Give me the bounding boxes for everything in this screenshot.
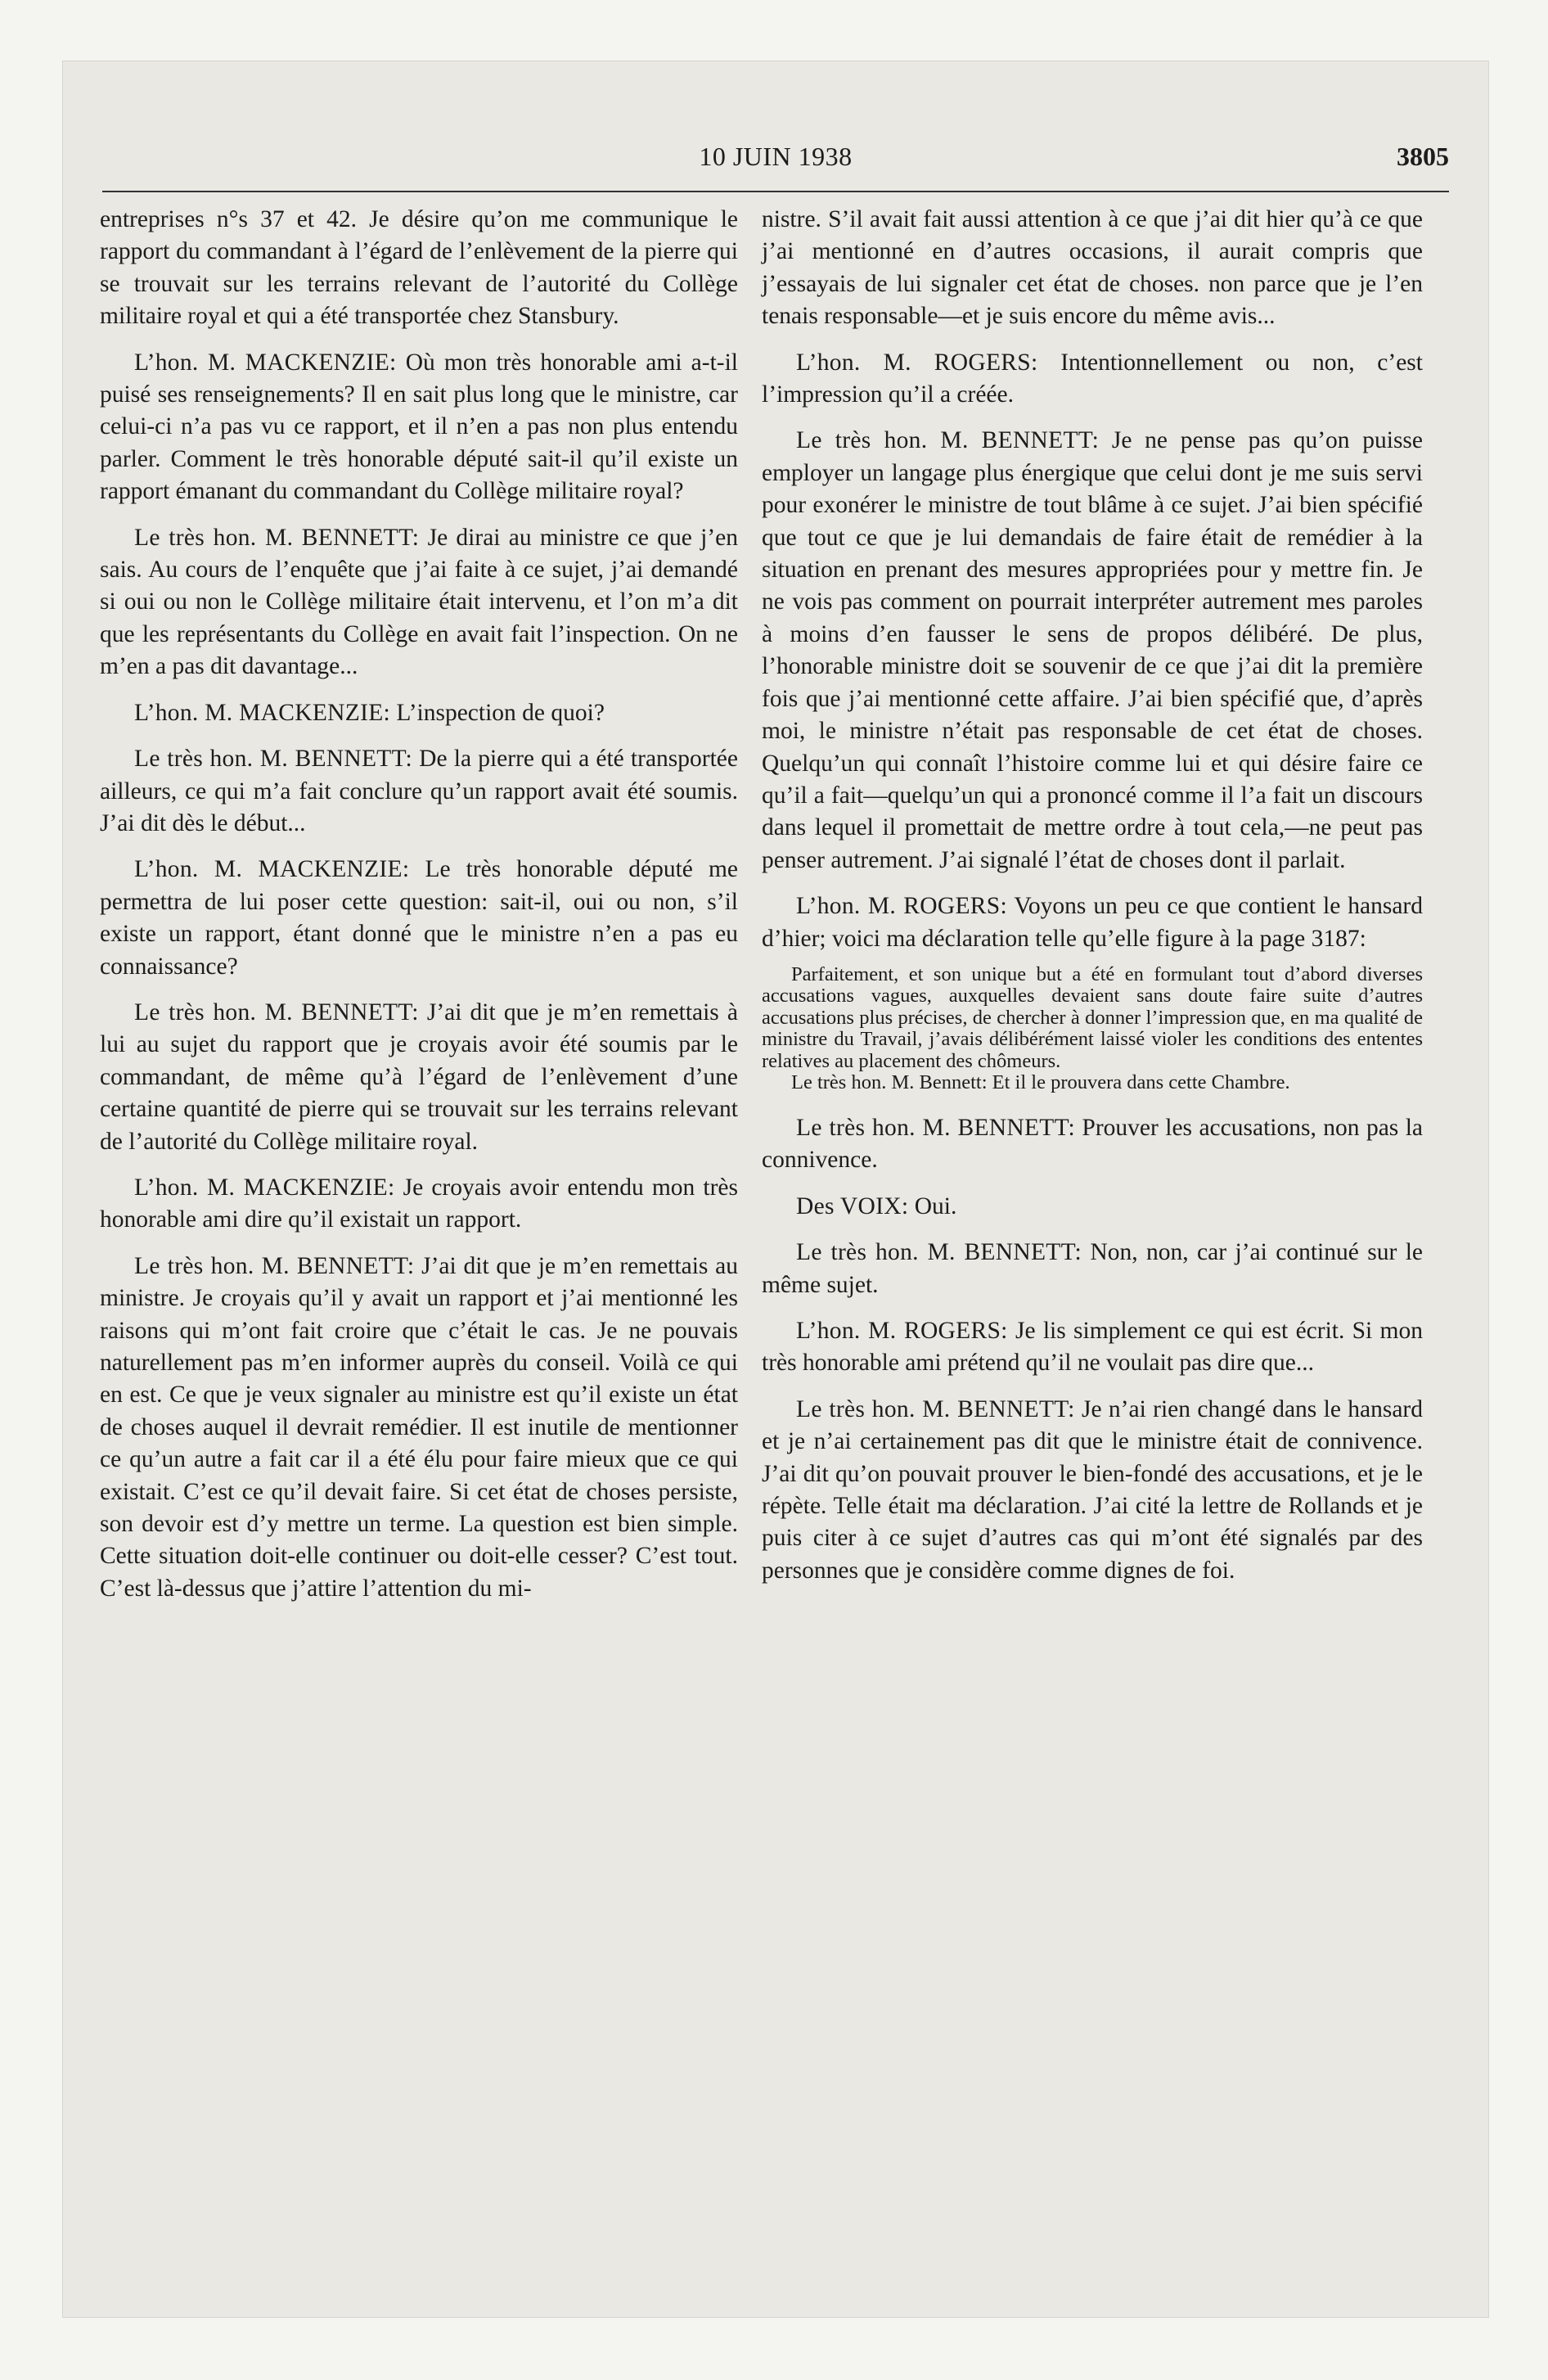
paragraph bbox=[762, 890, 1423, 955]
paragraph-text: Je lis simplement ce qui est écrit. Si mon très honorable ami prétend qu’il ne voulait pas dire que... bbox=[762, 1317, 1424, 1377]
left-column bbox=[100, 204, 738, 1619]
paragraph-text: J’ai dit que je m’en remettais au ministre. Je croyais qu’il y avait un rapport et j’ai mentionné les raisons qui m’ont fait croire que c’était le cas. Je ne pouvais naturellement pas m’en informer auprès du conseil. Voilà ce qui en est. Ce que je veux signaler au ministre est qu’il existe un état de choses auquel il devrait remédier. Il est inutile de mentionner ce qu’un autre a fait car il a été élu pour faire mieux que ce qui existait. C’est ce qu’il devait faire. Si cet état de choses persiste, son devoir est d’y mettre un terme. La question est bien simple. Cette situation doit-elle continuer ou doit-elle cesser? C’est tout. C’est là-dessus que j’attire l’attention du mi- bbox=[100, 1252, 738, 1602]
paragraph bbox=[100, 1172, 738, 1237]
speaker-name: L’hon. M. ROGERS: bbox=[796, 1317, 1008, 1344]
speaker-name: L’hon. M. MACKENZIE: bbox=[134, 1174, 395, 1201]
paragraph-text: Je croyais avoir entendu mon très honorable ami dire qu’il existait un rapport. bbox=[100, 1174, 739, 1233]
paragraph bbox=[100, 522, 738, 683]
paragraph-text: Prouver les accusations, non pas la connivence. bbox=[762, 1114, 1423, 1174]
paragraph bbox=[100, 204, 738, 333]
speaker-name: L’hon. M. MACKENZIE: bbox=[134, 349, 397, 376]
speaker-name: Le très hon. M. BENNETT: bbox=[134, 746, 412, 773]
paragraph bbox=[100, 347, 738, 508]
paragraph-text: Intentionnellement ou non, c’est l’impression qu’il a créée. bbox=[762, 349, 1423, 408]
speaker-name: Le très hon. M. BENNETT: bbox=[134, 998, 419, 1025]
speaker-name: L’hon. M. ROGERS: bbox=[796, 893, 1007, 920]
page-header bbox=[102, 142, 1449, 183]
paragraph bbox=[100, 997, 738, 1158]
paragraph-text: Voyons un peu ce que contient le hansard d’hier; voici ma déclaration telle qu’elle figure à la page 3187: bbox=[762, 893, 1423, 952]
right-column bbox=[762, 204, 1423, 1601]
paragraph bbox=[100, 743, 738, 840]
paragraph bbox=[762, 1191, 1423, 1223]
speaker-name: Des VOIX: bbox=[796, 1192, 909, 1219]
speaker-name: L’hon. M. ROGERS: bbox=[796, 349, 1038, 376]
speaker-name: Le très hon. M. BENNETT: bbox=[796, 427, 1100, 454]
paragraph-text: De la pierre qui a été transportée ailleurs, ce qui m’a fait conclure qu’un rapport avait été soumis. J’ai dit dès le début... bbox=[100, 746, 738, 836]
header-date: 10 JUIN 1938 bbox=[699, 142, 853, 171]
paragraph-text: entreprises n°s 37 et 42. Je désire qu’on me communique le rapport du commandant à l’égard de l’enlèvement de la pierre qui se trouvait sur les terrains relevant de l’autorité du Collège militaire royal et qui a été transportée chez Stansbury. bbox=[100, 206, 738, 330]
page-number: 3805 bbox=[1397, 142, 1449, 171]
hansard-quotation bbox=[762, 964, 1423, 1094]
paragraph bbox=[100, 854, 738, 983]
speaker-name: Le très hon. M. BENNETT: bbox=[796, 1114, 1075, 1141]
paragraph bbox=[762, 1112, 1423, 1177]
paragraph bbox=[762, 1315, 1423, 1380]
paragraph-text: Non, non, car j’ai continué sur le même sujet. bbox=[762, 1239, 1424, 1298]
paragraph bbox=[762, 204, 1423, 333]
paragraph bbox=[762, 347, 1423, 412]
paragraph-text: Où mon très honorable ami a-t-il puisé ses renseignements? Il en sait plus long que le ministre, car celui-ci n’a pas vu ce rapport, et il n’en a pas non plus entendu parler. Comment le très honorable député sait-il qu’il existe un rapport émanant du commandant du Collège militaire royal? bbox=[100, 349, 738, 505]
speaker-name: Le très hon. M. BENNETT: bbox=[134, 524, 420, 551]
quote-paragraph: Le très hon. M. Bennett: Et il le prouvera dans cette Chambre. bbox=[791, 1071, 1290, 1094]
scanned-page bbox=[62, 61, 1489, 2318]
speaker-name: Le très hon. M. BENNETT: bbox=[796, 1395, 1075, 1422]
speaker-name: Le très hon. M. BENNETT: bbox=[796, 1239, 1082, 1266]
speaker-name: L’hon. M. MACKENZIE: bbox=[134, 699, 391, 726]
paragraph-text: J’ai dit que je m’en remettais à lui au sujet du rapport que je croyais avoir été soumis par le commandant, de même qu’à l’égard de l’enlèvement d’une certaine quantité de pierre qui se trouvait sur les terrains relevant de l’autorité du Collège militaire royal. bbox=[100, 998, 739, 1155]
paragraph-text: L’inspection de quoi? bbox=[396, 699, 605, 726]
speaker-name: Le très hon. M. BENNETT: bbox=[134, 1252, 415, 1279]
paragraph-text: Je dirai au ministre ce que j’en sais. Au cours de l’enquête que j’ai faite à ce sujet, j’ai demandé si oui ou non le Collège militaire était intervenu, et l’on m’a dit que les représentants du Collège en avait fait l’inspection. On ne m’en a pas dit davantage... bbox=[100, 524, 739, 680]
paragraph-text: Je n’ai rien changé dans le hansard et je n’ai certainement pas dit que le ministre était de connivence. J’ai dit qu’on pouvait prouver le bien-fondé des accusations, et je le répète. Telle était ma déclaration. J’ai cité la lettre de Rollands et je puis citer à ce sujet d’autres cas qui m’ont été signalés par des personnes que je considère comme dignes de foi. bbox=[762, 1395, 1424, 1584]
header-rule bbox=[102, 191, 1449, 192]
paragraph-text: Je ne pense pas qu’on puisse employer un langage plus énergique que celui dont je me suis servi pour exonérer le ministre de tout blâme à ce sujet. J’ai bien spécifié que tout ce que je lui demandais de faire était de remédier à la situation en prenant des mesures appropriées pour y mettre fin. Je ne vois pas comment on pourrait interpréter autrement mes paroles à moins d’en fausser le sens de propos délibéré. De plus, l’honorable ministre doit se souvenir de ce que j’ai dit la première fois que j’ai mentionné cette affaire. J’ai bien spécifié que, d’après moi, le ministre n’était pas responsable de cet état de choses. Quelqu’un qui connaît l’histoire comme lui et qui désire faire ce qu’il a fait—quelqu’un qui a prononcé comme il l’a fait un discours dans lequel il promettait de mettre ordre à tout cela,—ne peut pas penser autrement. J’ai signalé l’état de choses dont il parlait. bbox=[762, 427, 1423, 873]
quote-paragraph: Parfaitement, et son unique but a été en formulant tout d’abord diverses accusations vagues, auxquelles devaient sans doute faire suite d’autres accusations plus précises, de chercher à donner l’impression que, en ma qualité de ministre du Travail, j’avais délibérément laissé violer les conditions des ententes relatives au placement des chômeurs. bbox=[762, 962, 1423, 1072]
paragraph bbox=[762, 425, 1423, 877]
paragraph-text: Le très honorable député me permettra de lui poser cette question: sait-il, oui ou non, s’il existe un rapport, étant donné que le ministre n’en a pas eu connaissance? bbox=[100, 856, 738, 980]
paragraph bbox=[100, 1251, 738, 1605]
paragraph bbox=[100, 697, 738, 729]
paragraph-text: Oui. bbox=[914, 1192, 957, 1219]
paragraph-text: nistre. S’il avait fait aussi attention à ce que j’ai dit hier qu’à ce que j’ai mentionné en d’autres occasions, il aurait compris que j’essayais de lui signaler cet état de choses. non parce que je l’en tenais responsable—et je suis encore du même avis... bbox=[762, 206, 1423, 330]
paragraph bbox=[762, 1237, 1423, 1301]
speaker-name: L’hon. M. MACKENZIE: bbox=[134, 856, 410, 883]
paragraph bbox=[762, 1394, 1423, 1587]
